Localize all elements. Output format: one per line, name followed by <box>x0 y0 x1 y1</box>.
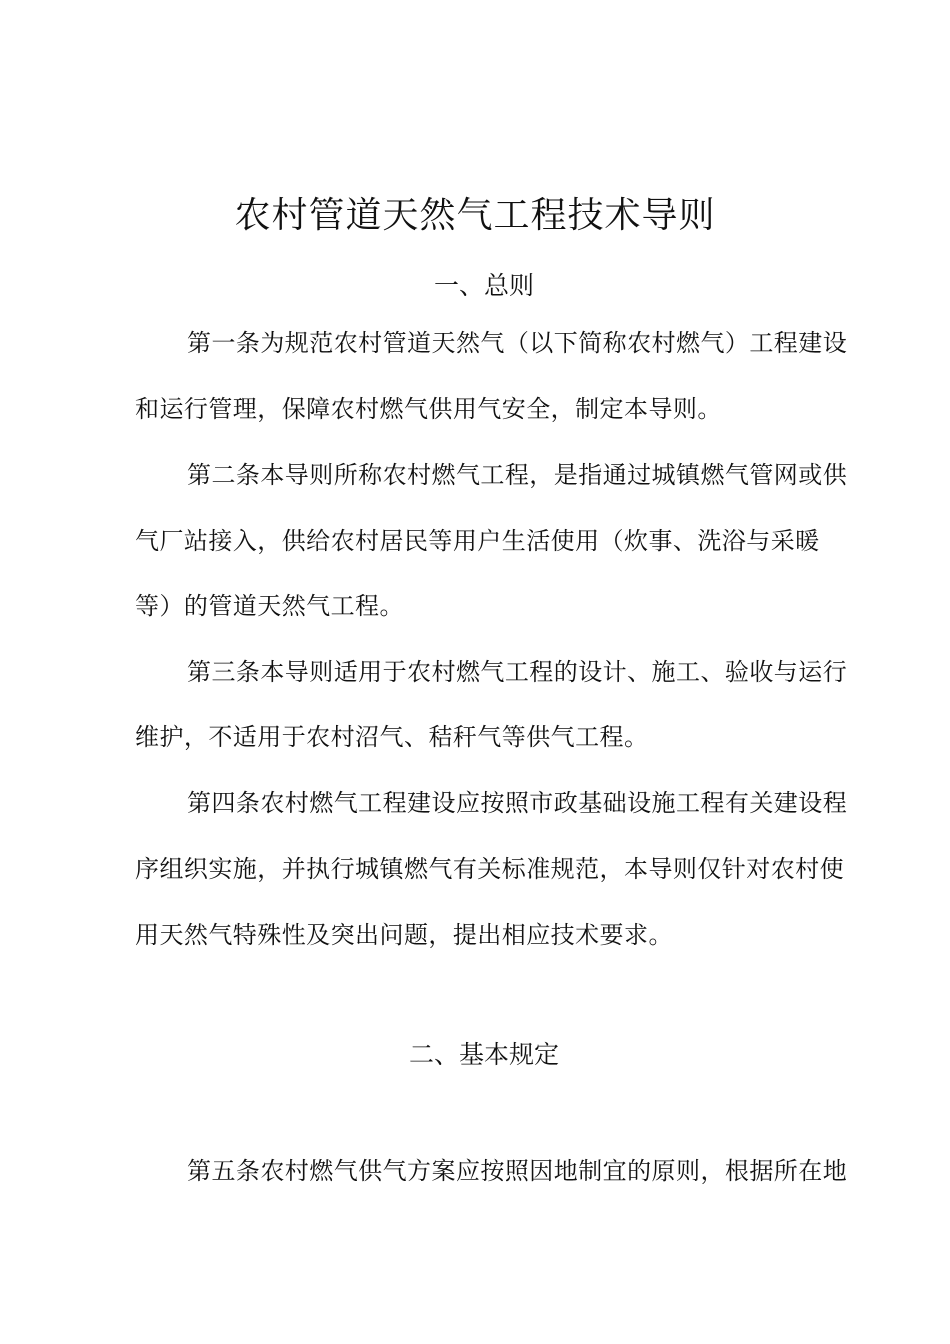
article-2-line-1: 第二条本导则所称农村燃气工程，是指通过城镇燃气管网或供 <box>187 461 848 489</box>
article-2-line-3: 等）的管道天然气工程。 <box>135 592 404 620</box>
article-1-line-2: 和运行管理，保障农村燃气供用气安全，制定本导则。 <box>135 395 722 423</box>
article-1-line-1: 第一条为规范农村管道天然气（以下简称农村燃气）工程建设 <box>187 329 848 357</box>
document-title: 农村管道天然气工程技术导则 <box>234 195 716 236</box>
section-heading-basic-provisions: 二、基本规定 <box>408 1040 559 1069</box>
article-4-line-1: 第四条农村燃气工程建设应按照市政基础设施工程有关建设程 <box>187 789 848 817</box>
article-2-line-2: 气厂站接入，供给农村居民等用户生活使用（炊事、洗浴与采暖 <box>135 527 820 555</box>
article-3-line-2: 维护，不适用于农村沼气、秸秆气等供气工程。 <box>135 723 649 751</box>
article-4-line-2: 序组织实施，并执行城镇燃气有关标准规范，本导则仅针对农村使 <box>135 855 845 883</box>
article-4-line-3: 用天然气特殊性及突出问题，提出相应技术要求。 <box>135 921 673 949</box>
article-5-line-1: 第五条农村燃气供气方案应按照因地制宜的原则，根据所在地 <box>187 1157 848 1185</box>
article-3-line-1: 第三条本导则适用于农村燃气工程的设计、施工、验收与运行 <box>187 658 848 686</box>
section-heading-general: 一、总则 <box>433 271 534 300</box>
